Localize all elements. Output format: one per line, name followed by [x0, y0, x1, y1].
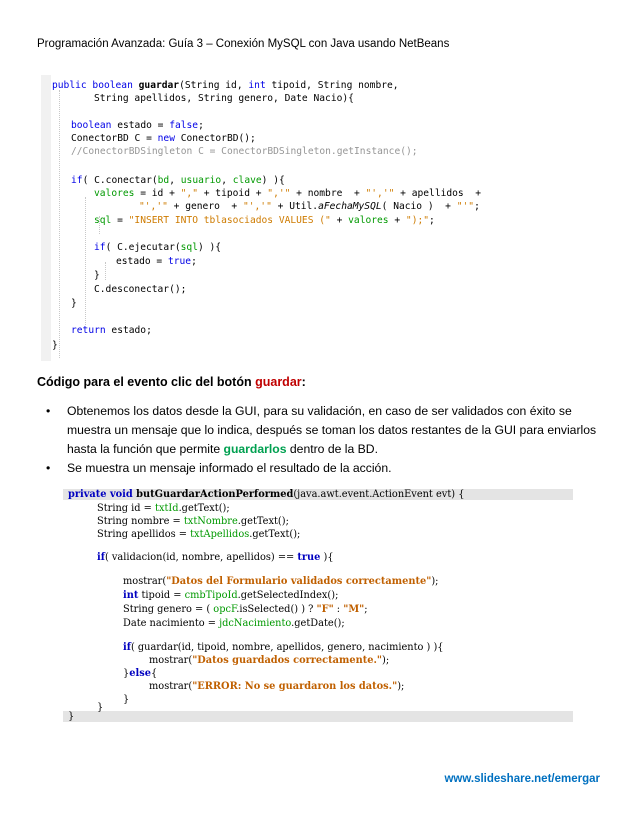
code-line: if( guardar(id, tipoid, nombre, apellidos, genero, nacimiento ) ){ [123, 642, 444, 653]
highlight-strip [63, 711, 573, 722]
code-line: mostrar("Datos del Formulario validados correctamente"); [123, 576, 439, 587]
code-line: String apellidos = txtApellidos.getText(); [97, 529, 301, 540]
code-line: ConectorBD C = new ConectorBD(); [71, 133, 256, 144]
section-heading: Código para el evento clic del botón guardar: [37, 375, 306, 389]
code-line: int tipoid = cmbTipoId.getSelectedIndex(); [123, 590, 339, 601]
highlight-guardarlos: guardarlos [223, 442, 287, 456]
code-gutter [41, 75, 51, 361]
code-line: } [68, 711, 75, 722]
code-block-guardar [41, 75, 589, 361]
bullet-list [37, 402, 602, 478]
code-line: if( C.ejecutar(sql) ){ [94, 242, 222, 253]
bullet-dot: • [46, 461, 51, 475]
bullet-item: • Se muestra un mensaje informado el resultado de la acción. [37, 459, 602, 478]
code-line: } [71, 298, 77, 309]
bullet-dot: • [46, 404, 51, 418]
code-line: }else{ [123, 668, 158, 679]
code-line: String apellidos, String genero, Date Nacio){ [94, 93, 354, 104]
code-line: private void butGuardarActionPerformed(java.awt.event.ActionEvent evt) { [68, 489, 465, 500]
code-block-action-performed [63, 487, 573, 724]
indent-guide [85, 197, 86, 325]
bullet-item: • Obtenemos los datos desde la GUI, para su validación, en caso de ser validados con éxito se muestra un mensaje que lo indica, después se toman los datos restantes de la GUI para enviarlos hasta la función que permite guardarlos dentro de la BD. [46, 404, 597, 456]
code-line: } [52, 340, 58, 351]
page-header-title: Programación Avanzada: Guía 3 – Conexión MySQL con Java usando NetBeans [37, 38, 450, 50]
code-line: boolean estado = false; [71, 120, 204, 131]
code-line: Date nacimiento = jdcNacimiento.getDate(); [123, 618, 345, 629]
code-line: } [94, 270, 100, 281]
code-line: public boolean guardar(String id, int tipoid, String nombre, [52, 80, 399, 91]
code-line: valores = id + "," + tipoid + ",'" + nombre + "','" + apellidos + [94, 188, 482, 199]
indent-guide [105, 262, 106, 280]
code-line: String genero = ( opcF.isSelected() ) ? "F" : "M"; [123, 604, 368, 615]
code-line: mostrar("ERROR: No se guardaron los datos."); [149, 681, 405, 692]
footer-link[interactable]: www.slideshare.net/emergar [444, 773, 600, 785]
code-line: } [97, 702, 104, 713]
code-line: } [123, 694, 130, 705]
code-line: mostrar("Datos guardados correctamente."); [149, 655, 390, 666]
code-line: String nombre = txtNombre.getText(); [97, 516, 289, 527]
code-line: if( C.conectar(bd, usuario, clave) ){ [71, 175, 285, 186]
indent-guide [59, 90, 60, 358]
code-line: sql = "INSERT INTO tblasociados VALUES (" + valores + ");"; [94, 215, 435, 226]
code-comment: //ConectorBDSingleton C = ConectorBDSingleton.getInstance(); [71, 146, 418, 157]
code-line: String id = txtId.getText(); [97, 503, 230, 514]
heading-highlight: guardar [255, 375, 302, 389]
code-line: if( validacion(id, nombre, apellidos) == true ){ [97, 552, 334, 563]
code-line: estado = true; [116, 256, 197, 267]
code-line: C.desconectar(); [94, 284, 187, 295]
code-line: "','" + genero + "','" + Util.aFechaMySQL( Nacio ) + "'"; [139, 201, 480, 212]
code-line: return estado; [71, 325, 152, 336]
